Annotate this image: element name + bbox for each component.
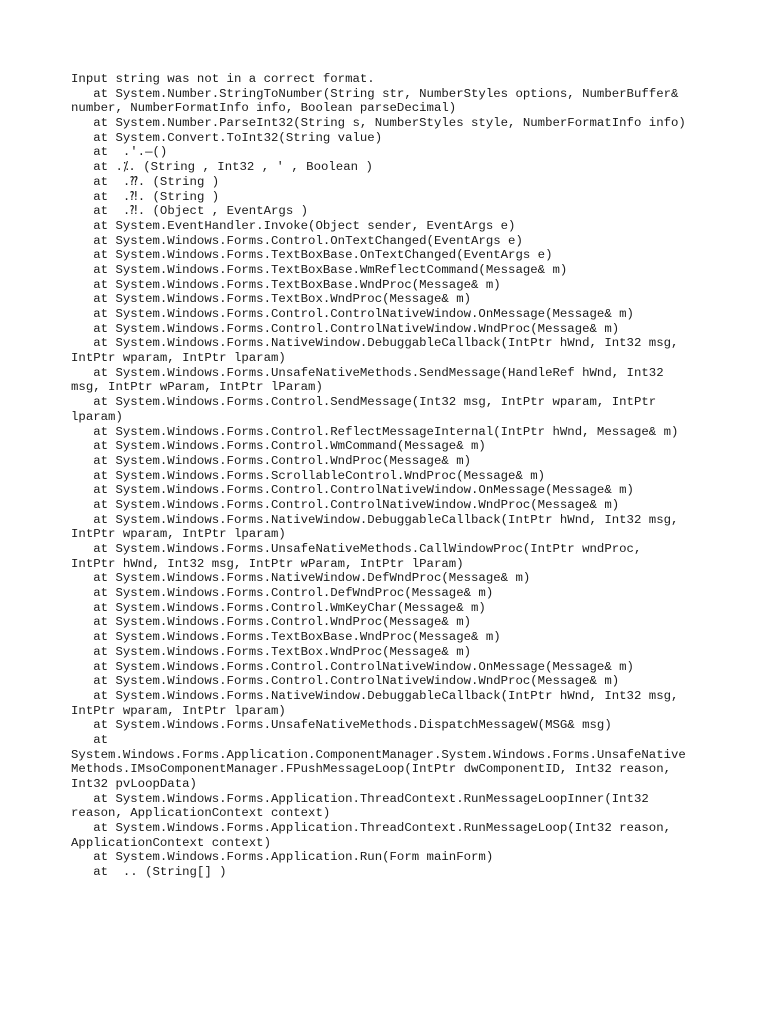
stack-frame-line: at System.Number.StringToNumber(String str, NumberStyles options, NumberBuffer& [71, 86, 679, 101]
stack-frame-line: at System.Windows.Forms.Control.DefWndProc(Message& m) [71, 586, 494, 601]
stack-frame-line: at System.Windows.Forms.ScrollableControl.WndProc(Message& m) [71, 468, 546, 483]
stack-frame-line: msg, IntPtr wParam, IntPtr lParam) [71, 380, 323, 395]
stack-frame-line: at .⁇. (String ) [71, 174, 220, 189]
stack-frame-line: at System.Windows.Forms.Application.Run(Form mainForm) [71, 850, 494, 865]
stack-frame-line: at System.Windows.Forms.Control.OnTextChanged(EventArgs e) [71, 233, 523, 248]
stack-frame-line: at System.Windows.Forms.Control.WndProc(Message& m) [71, 615, 472, 630]
stack-frame-line: number, NumberFormatInfo info, Boolean parseDecimal) [71, 101, 457, 116]
stack-frame-line: at System.Windows.Forms.TextBoxBase.WndProc(Message& m) [71, 277, 501, 292]
stack-frame-line: at System.Windows.Forms.TextBoxBase.OnTextChanged(EventArgs e) [71, 248, 553, 263]
stack-frame-line: at System.EventHandler.Invoke(Object sender, EventArgs e) [71, 218, 516, 233]
stack-frame-line: at System.Convert.ToInt32(String value) [71, 130, 383, 145]
stack-frame-line: lparam) [71, 409, 123, 424]
stack-frame-line: at System.Windows.Forms.Application.ThreadContext.RunMessageLoop(Int32 reason, [71, 821, 672, 836]
error-message: Input string was not in a correct format. [71, 72, 375, 86]
stack-frame-line: at .⁒. (String , Int32 , ' , Boolean ) [71, 160, 373, 175]
stack-frame-line: at System.Windows.Forms.NativeWindow.DefWndProc(Message& m) [71, 571, 531, 586]
stack-frame-line: at System.Windows.Forms.NativeWindow.DebuggableCallback(IntPtr hWnd, Int32 msg, [71, 688, 679, 703]
stack-frame-line: at System.Windows.Forms.Control.WmCommand(Message& m) [71, 439, 486, 454]
stack-frame-line: reason, ApplicationContext context) [71, 806, 331, 821]
stack-frame-line: at System.Windows.Forms.TextBoxBase.WmReflectCommand(Message& m) [71, 262, 568, 277]
stack-frame-line: at .'.—() [71, 145, 168, 160]
stack-frame-line: IntPtr wparam, IntPtr lparam) [71, 351, 286, 366]
stack-frame-line: IntPtr wparam, IntPtr lparam) [71, 703, 286, 718]
stack-frame-line: at .⁈. (String ) [71, 189, 220, 204]
stack-frame-line: at System.Windows.Forms.Application.ThreadContext.RunMessageLoopInner(Int32 [71, 791, 649, 806]
stack-frame-line: at System.Windows.Forms.Control.WndProc(Message& m) [71, 453, 472, 468]
stack-frame-line: at System.Windows.Forms.Control.ControlNativeWindow.WndProc(Message& m) [71, 497, 620, 512]
stack-frame-line: at .⁈. (Object , EventArgs ) [71, 204, 309, 219]
stack-frame-line: at System.Windows.Forms.TextBox.WndProc(Message& m) [71, 292, 472, 307]
stack-frame-line: at System.Windows.Forms.UnsafeNativeMethods.CallWindowProc(IntPtr wndProc, [71, 542, 642, 556]
stack-frame-line: at System.Windows.Forms.UnsafeNativeMethods.SendMessage(HandleRef hWnd, Int32 [71, 365, 664, 380]
stack-frame-line: at System.Windows.Forms.UnsafeNativeMethods.DispatchMessageW(MSG& msg) [71, 718, 612, 733]
stack-frame-line: at System.Windows.Forms.Control.ControlNativeWindow.OnMessage(Message& m) [71, 307, 634, 321]
stack-frame-line: IntPtr wparam, IntPtr lparam) [71, 527, 286, 542]
stack-frame-line: at System.Windows.Forms.TextBox.WndProc(Message& m) [71, 644, 472, 659]
stack-frame-line: at System.Windows.Forms.Control.ControlNativeWindow.WndProc(Message& m) [71, 674, 620, 689]
stack-frame-line: at System.Number.ParseInt32(String s, NumberStyles style, NumberFormatInfo info) [71, 116, 686, 131]
stack-frame-line: IntPtr hWnd, Int32 msg, IntPtr wParam, IntPtr lParam) [71, 556, 464, 571]
stack-frame-line: at System.Windows.Forms.Control.ControlNativeWindow.OnMessage(Message& m) [71, 483, 634, 498]
stack-frame-line: at System.Windows.Forms.Control.ReflectMessageInternal(IntPtr hWnd, Message& m) [71, 424, 679, 439]
stack-frame-line: at System.Windows.Forms.Control.SendMessage(Int32 msg, IntPtr wparam, IntPtr [71, 395, 657, 410]
stack-frame-line: at System.Windows.Forms.Control.ControlNativeWindow.WndProc(Message& m) [71, 321, 620, 336]
stack-frame-line: Int32 pvLoopData) [71, 777, 197, 791]
stack-frame-line: System.Windows.Forms.Application.ComponentManager.System.Windows.Forms.UnsafeNative [71, 747, 686, 762]
stack-frame-line: at System.Windows.Forms.NativeWindow.DebuggableCallback(IntPtr hWnd, Int32 msg, [71, 336, 679, 351]
stack-frame-line: at System.Windows.Forms.Control.WmKeyChar(Message& m) [71, 600, 486, 615]
stack-frame-line: at .. (String[] ) [71, 865, 227, 880]
stack-frame-line: Methods.IMsoComponentManager.FPushMessageLoop(IntPtr dwComponentID, Int32 reason, [71, 762, 672, 777]
stack-frame-line: at System.Windows.Forms.Control.ControlNativeWindow.OnMessage(Message& m) [71, 659, 634, 674]
stack-frame-line: at [71, 732, 109, 747]
stack-frame-line: at System.Windows.Forms.NativeWindow.DebuggableCallback(IntPtr hWnd, Int32 msg, [71, 512, 679, 527]
stack-frame-line: at System.Windows.Forms.TextBoxBase.WndProc(Message& m) [71, 630, 501, 645]
stack-frame-line: ApplicationContext context) [71, 835, 272, 850]
stack-trace-page [71, 72, 711, 880]
